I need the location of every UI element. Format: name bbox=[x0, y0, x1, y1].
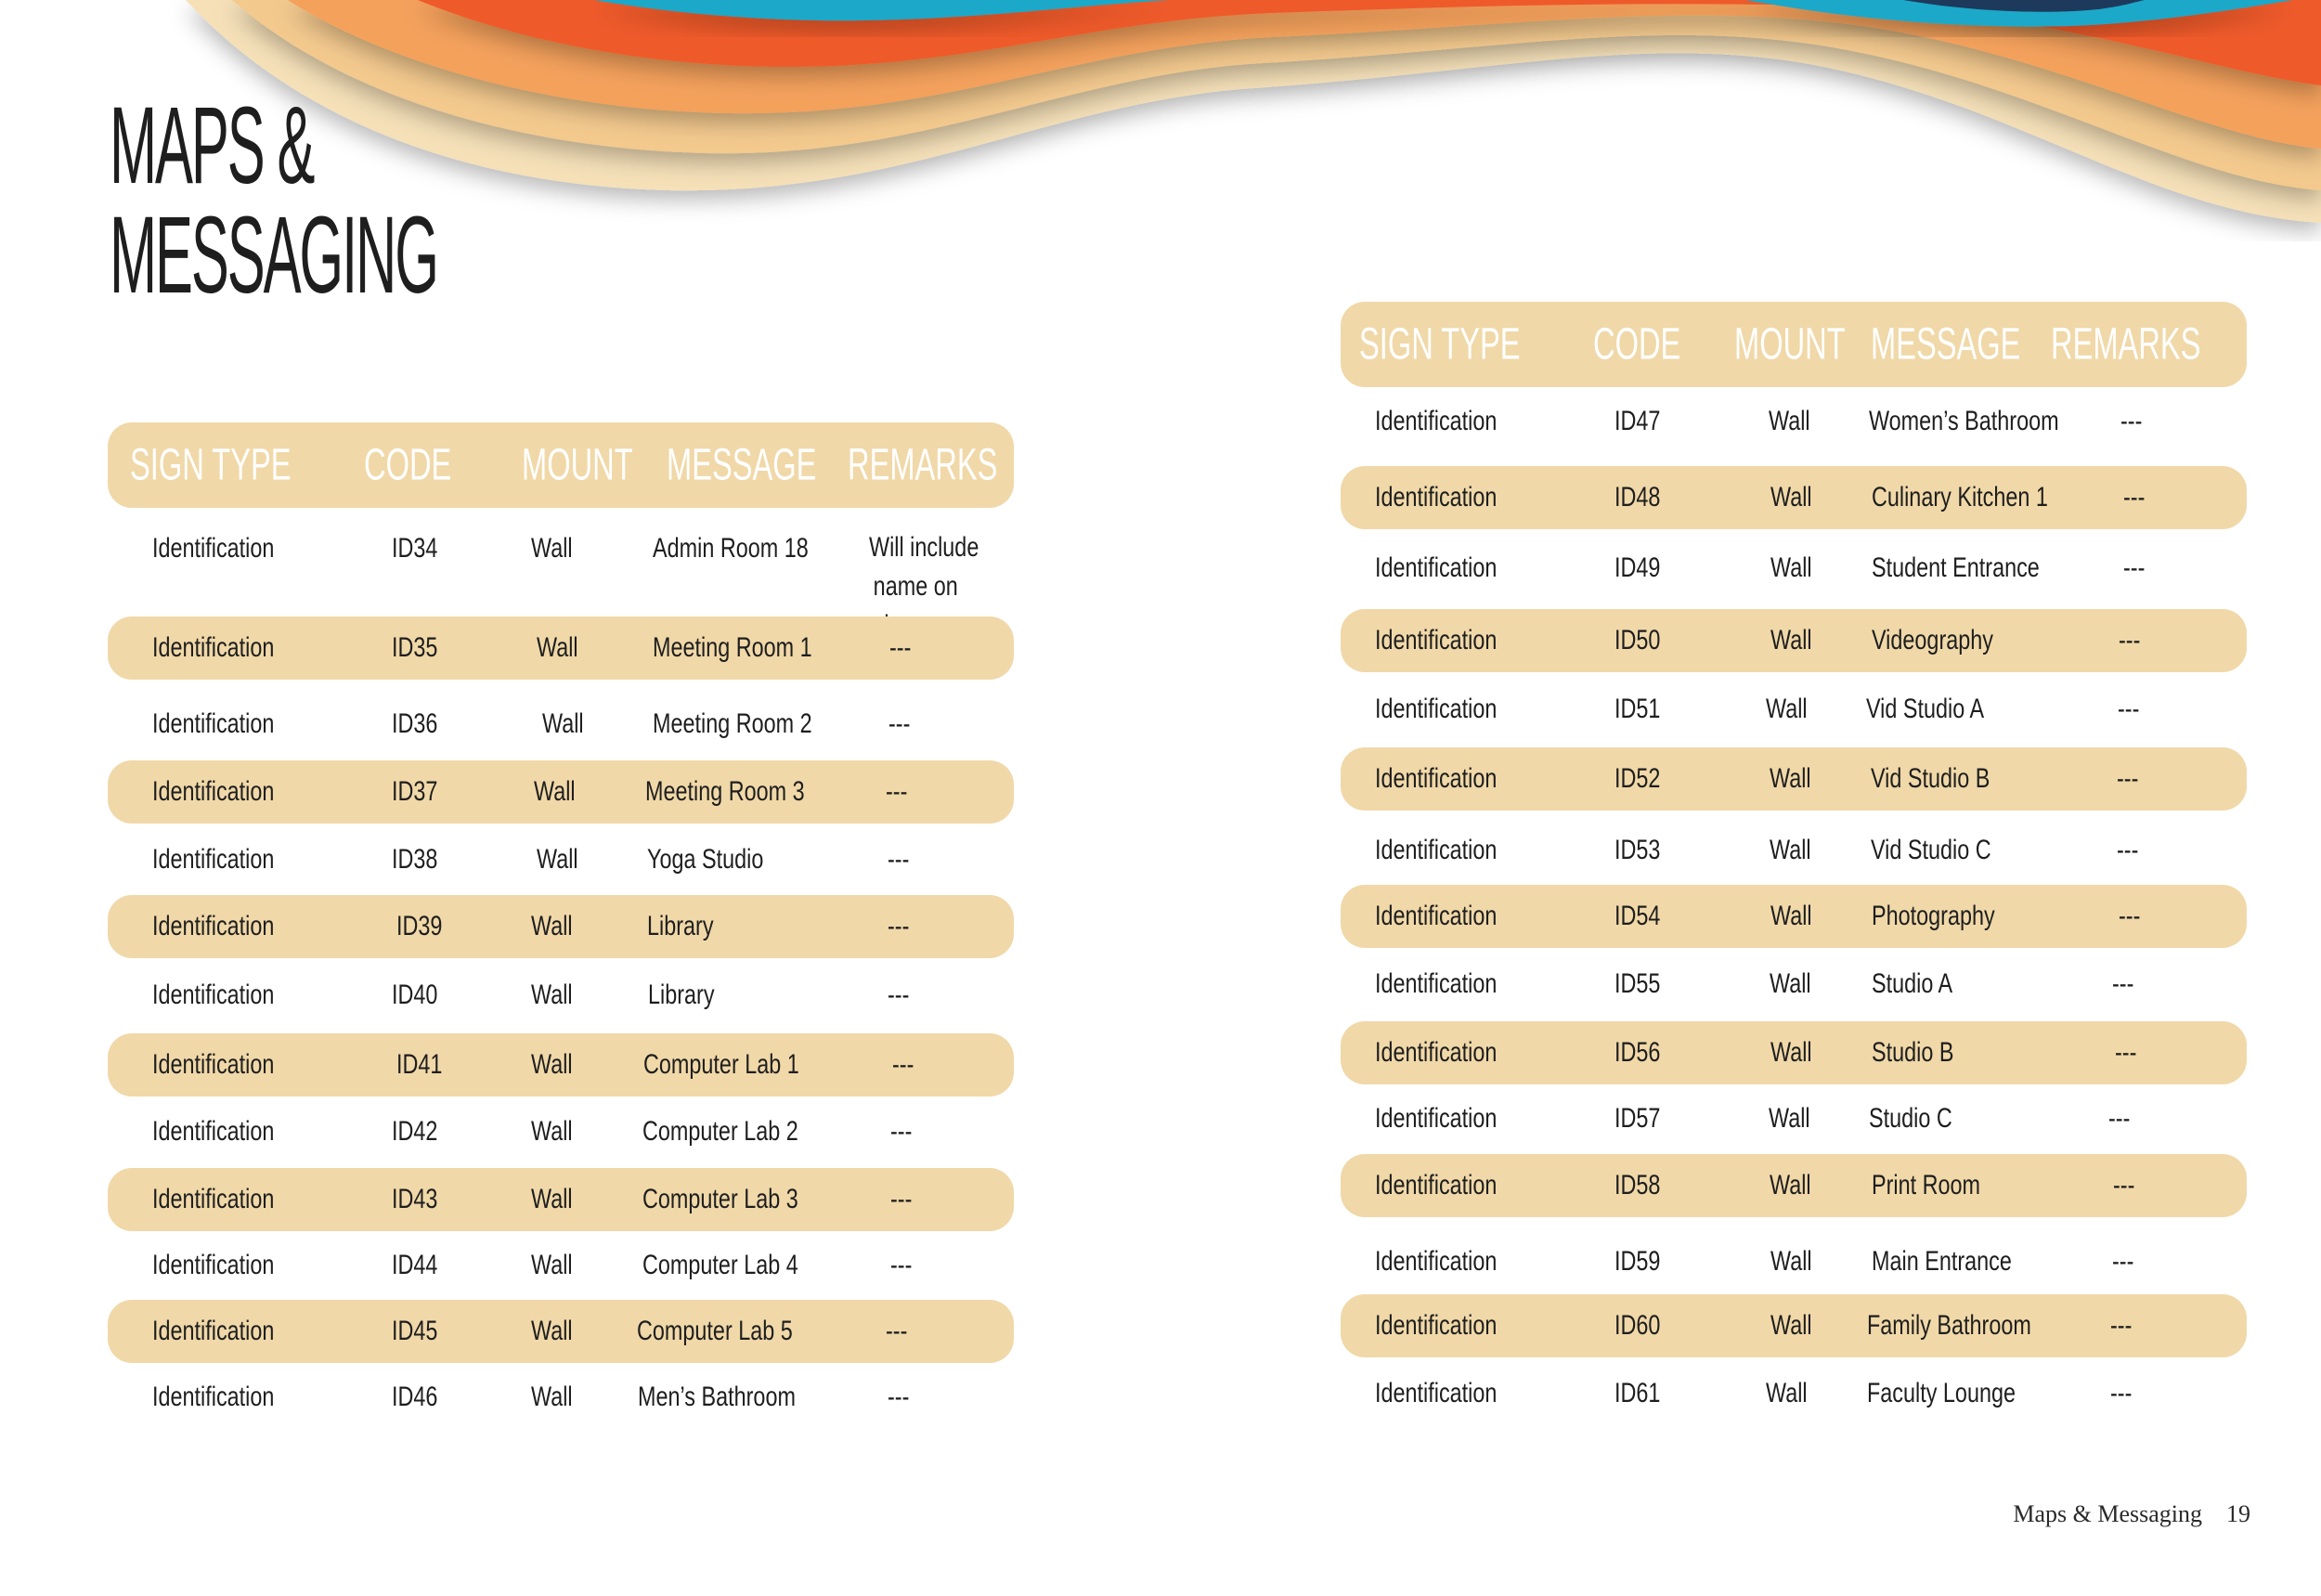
table-row bbox=[1341, 1154, 2247, 1217]
cell-sign-type: Identification bbox=[152, 533, 275, 564]
cell-code: ID49 bbox=[1614, 552, 1661, 583]
table-header bbox=[1341, 302, 2247, 387]
cell-sign-type: Identification bbox=[1375, 901, 1498, 931]
page-title bbox=[110, 84, 437, 317]
cell-mount: Wall bbox=[1770, 1170, 1811, 1200]
header-message: MESSAGE bbox=[1871, 319, 2021, 370]
cell-remarks: --- bbox=[888, 1382, 910, 1412]
table-row bbox=[108, 1033, 1014, 1096]
cell-mount: Wall bbox=[531, 911, 573, 941]
cell-code: ID44 bbox=[392, 1250, 438, 1280]
table-row bbox=[108, 1234, 1014, 1297]
footer-section-title: Maps & Messaging bbox=[2013, 1500, 2202, 1527]
header-mount: MOUNT bbox=[1734, 319, 1846, 370]
cell-message: Meeting Room 1 bbox=[653, 632, 812, 663]
cell-mount: Wall bbox=[1770, 968, 1811, 999]
table-row bbox=[108, 760, 1014, 824]
cell-code: ID36 bbox=[392, 708, 438, 739]
cell-sign-type: Identification bbox=[152, 632, 275, 663]
cell-code: ID47 bbox=[1614, 406, 1661, 436]
table-row bbox=[1341, 885, 2247, 948]
cell-code: ID39 bbox=[396, 911, 443, 941]
cell-remarks: --- bbox=[890, 1184, 913, 1214]
cell-mount: Wall bbox=[534, 776, 576, 807]
table-row bbox=[108, 693, 1014, 756]
table-row bbox=[108, 517, 1014, 606]
cell-sign-type: Identification bbox=[152, 1316, 275, 1346]
cell-mount: Wall bbox=[1770, 552, 1812, 583]
cell-code: ID41 bbox=[396, 1049, 443, 1080]
table-row bbox=[1341, 1087, 2247, 1150]
page-number: 19 bbox=[2226, 1500, 2250, 1527]
table-row bbox=[108, 1366, 1014, 1429]
table-row bbox=[1341, 537, 2247, 600]
cell-remarks: --- bbox=[890, 1250, 913, 1280]
cell-remarks: --- bbox=[2119, 625, 2141, 655]
cell-remarks: --- bbox=[2117, 835, 2139, 865]
cell-remarks: --- bbox=[2115, 1037, 2137, 1068]
table-row bbox=[1341, 609, 2247, 672]
sign-schedule-table-right bbox=[1341, 302, 2247, 1408]
table-row bbox=[108, 1300, 1014, 1363]
cell-mount: Wall bbox=[1766, 694, 1808, 724]
cell-mount: Wall bbox=[1770, 1310, 1812, 1341]
cell-message: Men’s Bathroom bbox=[638, 1382, 796, 1412]
cell-message: Computer Lab 3 bbox=[642, 1184, 798, 1214]
table-row bbox=[1341, 953, 2247, 1016]
cell-sign-type: Identification bbox=[1375, 1378, 1498, 1408]
cell-sign-type: Identification bbox=[1375, 1170, 1498, 1200]
cell-message: Library bbox=[648, 980, 715, 1010]
cell-code: ID54 bbox=[1614, 901, 1661, 931]
cell-message: Library bbox=[647, 911, 714, 941]
cell-message: Culinary Kitchen 1 bbox=[1872, 482, 2048, 513]
cell-remarks: --- bbox=[2117, 763, 2139, 794]
cell-mount: Wall bbox=[531, 1184, 573, 1214]
cell-sign-type: Identification bbox=[152, 708, 275, 739]
table-row bbox=[108, 895, 1014, 958]
cell-code: ID50 bbox=[1614, 625, 1661, 655]
page-title-line-1: MAPS & bbox=[110, 84, 314, 207]
cell-message: Computer Lab 4 bbox=[642, 1250, 798, 1280]
cell-message: Studio C bbox=[1869, 1103, 1952, 1134]
cell-sign-type: Identification bbox=[1375, 835, 1498, 865]
cell-code: ID56 bbox=[1614, 1037, 1661, 1068]
cell-mount: Wall bbox=[531, 1049, 573, 1080]
cell-sign-type: Identification bbox=[1375, 625, 1498, 655]
table-row bbox=[108, 964, 1014, 1027]
cell-sign-type: Identification bbox=[1375, 406, 1498, 436]
table-row bbox=[1341, 1294, 2247, 1357]
table-row bbox=[1341, 466, 2247, 529]
cell-mount: Wall bbox=[537, 632, 578, 663]
cell-sign-type: Identification bbox=[152, 844, 275, 875]
cell-sign-type: Identification bbox=[1375, 968, 1498, 999]
table-row bbox=[1341, 1362, 2247, 1425]
table-row bbox=[1341, 678, 2247, 741]
cell-code: ID48 bbox=[1614, 482, 1661, 513]
cell-message: Computer Lab 2 bbox=[642, 1116, 798, 1147]
cell-message: Student Entrance bbox=[1872, 552, 2040, 583]
cell-remarks: --- bbox=[2123, 552, 2146, 583]
cell-message: Videography bbox=[1872, 625, 1993, 655]
header-code: CODE bbox=[1593, 319, 1681, 370]
cell-code: ID42 bbox=[392, 1116, 438, 1147]
cell-sign-type: Identification bbox=[152, 911, 275, 941]
cell-code: ID60 bbox=[1614, 1310, 1661, 1341]
cell-code: ID51 bbox=[1614, 694, 1661, 724]
cell-message: Vid Studio C bbox=[1871, 835, 1991, 865]
header-remarks: REMARKS bbox=[848, 440, 998, 490]
cell-message: Meeting Room 2 bbox=[653, 708, 812, 739]
cell-remarks: --- bbox=[888, 911, 910, 941]
cell-code: ID53 bbox=[1614, 835, 1661, 865]
cell-remarks: --- bbox=[2108, 1103, 2131, 1134]
cell-sign-type: Identification bbox=[152, 1116, 275, 1147]
cell-mount: Wall bbox=[542, 708, 584, 739]
cell-remarks: Will include name on bbox=[869, 532, 979, 602]
cell-remarks: --- bbox=[2120, 406, 2143, 436]
header-message: MESSAGE bbox=[667, 440, 817, 490]
cell-sign-type: Identification bbox=[152, 980, 275, 1010]
cell-message: Photography bbox=[1872, 901, 1995, 931]
header-mount: MOUNT bbox=[522, 440, 633, 490]
cell-code: ID35 bbox=[392, 632, 438, 663]
table-row bbox=[108, 1168, 1014, 1231]
cell-mount: Wall bbox=[1770, 1037, 1812, 1068]
cell-message: Admin Room 18 bbox=[653, 533, 809, 564]
table-row bbox=[1341, 747, 2247, 811]
cell-remarks: --- bbox=[2113, 1170, 2135, 1200]
cell-mount: Wall bbox=[1770, 625, 1812, 655]
cell-mount: Wall bbox=[1770, 835, 1811, 865]
table-row bbox=[108, 828, 1014, 891]
cell-mount: Wall bbox=[1766, 1378, 1808, 1408]
table-row bbox=[1341, 390, 2247, 453]
cell-message: Studio A bbox=[1872, 968, 1953, 999]
cell-remarks: --- bbox=[2112, 968, 2134, 999]
header-sign-type: SIGN TYPE bbox=[1359, 319, 1521, 370]
cell-mount: Wall bbox=[531, 1116, 573, 1147]
cell-code: ID45 bbox=[392, 1316, 438, 1346]
cell-code: ID38 bbox=[392, 844, 438, 875]
cell-remarks: --- bbox=[888, 844, 910, 875]
cell-mount: Wall bbox=[531, 533, 573, 564]
cell-remarks: --- bbox=[892, 1049, 914, 1080]
cell-code: ID57 bbox=[1614, 1103, 1661, 1134]
cell-message: Studio B bbox=[1872, 1037, 1954, 1068]
cell-code: ID52 bbox=[1614, 763, 1661, 794]
cell-message: Computer Lab 5 bbox=[637, 1316, 793, 1346]
cell-mount: Wall bbox=[531, 1250, 573, 1280]
cell-code: ID59 bbox=[1614, 1246, 1661, 1277]
header-code: CODE bbox=[364, 440, 452, 490]
cell-sign-type: Identification bbox=[1375, 1037, 1498, 1068]
cell-remarks: --- bbox=[890, 1116, 913, 1147]
cell-mount: Wall bbox=[531, 1382, 573, 1412]
cell-sign-type: Identification bbox=[1375, 763, 1498, 794]
cell-remarks: --- bbox=[888, 980, 910, 1010]
cell-message: Vid Studio A bbox=[1866, 694, 1985, 724]
table-header bbox=[108, 422, 1014, 508]
cell-mount: Wall bbox=[531, 980, 573, 1010]
cell-sign-type: Identification bbox=[1375, 482, 1498, 513]
cell-message: Women’s Bathroom bbox=[1869, 406, 2059, 436]
cell-message: Meeting Room 3 bbox=[645, 776, 805, 807]
table-row bbox=[108, 1100, 1014, 1163]
cell-remarks: --- bbox=[886, 1316, 908, 1346]
cell-sign-type: Identification bbox=[152, 776, 275, 807]
cell-code: ID55 bbox=[1614, 968, 1661, 999]
sign-schedule-table-left bbox=[108, 422, 1014, 1412]
cell-code: ID37 bbox=[392, 776, 438, 807]
cell-mount: Wall bbox=[531, 1316, 573, 1346]
cell-message: Family Bathroom bbox=[1867, 1310, 2031, 1341]
cell-mount: Wall bbox=[1770, 1246, 1812, 1277]
cell-message: Faculty Lounge bbox=[1867, 1378, 2016, 1408]
cell-code: ID58 bbox=[1614, 1170, 1661, 1200]
cell-remarks: --- bbox=[2123, 482, 2146, 513]
cell-remarks: --- bbox=[888, 708, 911, 739]
cell-mount: Wall bbox=[1770, 763, 1811, 794]
cell-message: Computer Lab 1 bbox=[643, 1049, 799, 1080]
cell-sign-type: Identification bbox=[152, 1049, 275, 1080]
cell-mount: Wall bbox=[1770, 901, 1812, 931]
cell-remarks: --- bbox=[2112, 1246, 2134, 1277]
cell-mount: Wall bbox=[1769, 406, 1810, 436]
cell-code: ID43 bbox=[392, 1184, 438, 1214]
cell-message: Vid Studio B bbox=[1871, 763, 1990, 794]
cell-message: Yoga Studio bbox=[647, 844, 764, 875]
cell-code: ID46 bbox=[392, 1382, 438, 1412]
cell-sign-type: Identification bbox=[1375, 552, 1498, 583]
table-row bbox=[1341, 1230, 2247, 1293]
cell-sign-type: Identification bbox=[152, 1184, 275, 1214]
cell-sign-type: Identification bbox=[152, 1250, 275, 1280]
page-footer bbox=[2013, 1500, 2250, 1528]
cell-remarks: --- bbox=[2110, 1310, 2133, 1341]
cell-remarks: --- bbox=[886, 776, 908, 807]
cell-message: Main Entrance bbox=[1872, 1246, 2012, 1277]
cell-code: ID40 bbox=[392, 980, 438, 1010]
cell-sign-type: Identification bbox=[1375, 1310, 1498, 1341]
cell-remarks: --- bbox=[2119, 901, 2141, 931]
cell-remarks: --- bbox=[2118, 694, 2140, 724]
header-remarks: REMARKS bbox=[2051, 319, 2201, 370]
cell-sign-type: Identification bbox=[1375, 1246, 1498, 1277]
cell-code: ID34 bbox=[392, 533, 438, 564]
cell-message: Print Room bbox=[1872, 1170, 1981, 1200]
page-title-line-2: MESSAGING bbox=[110, 194, 437, 317]
header-sign-type: SIGN TYPE bbox=[130, 440, 292, 490]
table-row bbox=[1341, 819, 2247, 882]
cell-mount: Wall bbox=[1769, 1103, 1810, 1134]
cell-mount: Wall bbox=[1770, 482, 1812, 513]
cell-sign-type: Identification bbox=[152, 1382, 275, 1412]
cell-sign-type: Identification bbox=[1375, 1103, 1498, 1134]
table-row bbox=[1341, 1021, 2247, 1084]
cell-sign-type: Identification bbox=[1375, 694, 1498, 724]
cell-mount: Wall bbox=[537, 844, 578, 875]
cell-remarks: --- bbox=[889, 632, 912, 663]
cell-remarks: --- bbox=[2110, 1378, 2133, 1408]
cell-code: ID61 bbox=[1614, 1378, 1661, 1408]
table-row bbox=[108, 616, 1014, 680]
